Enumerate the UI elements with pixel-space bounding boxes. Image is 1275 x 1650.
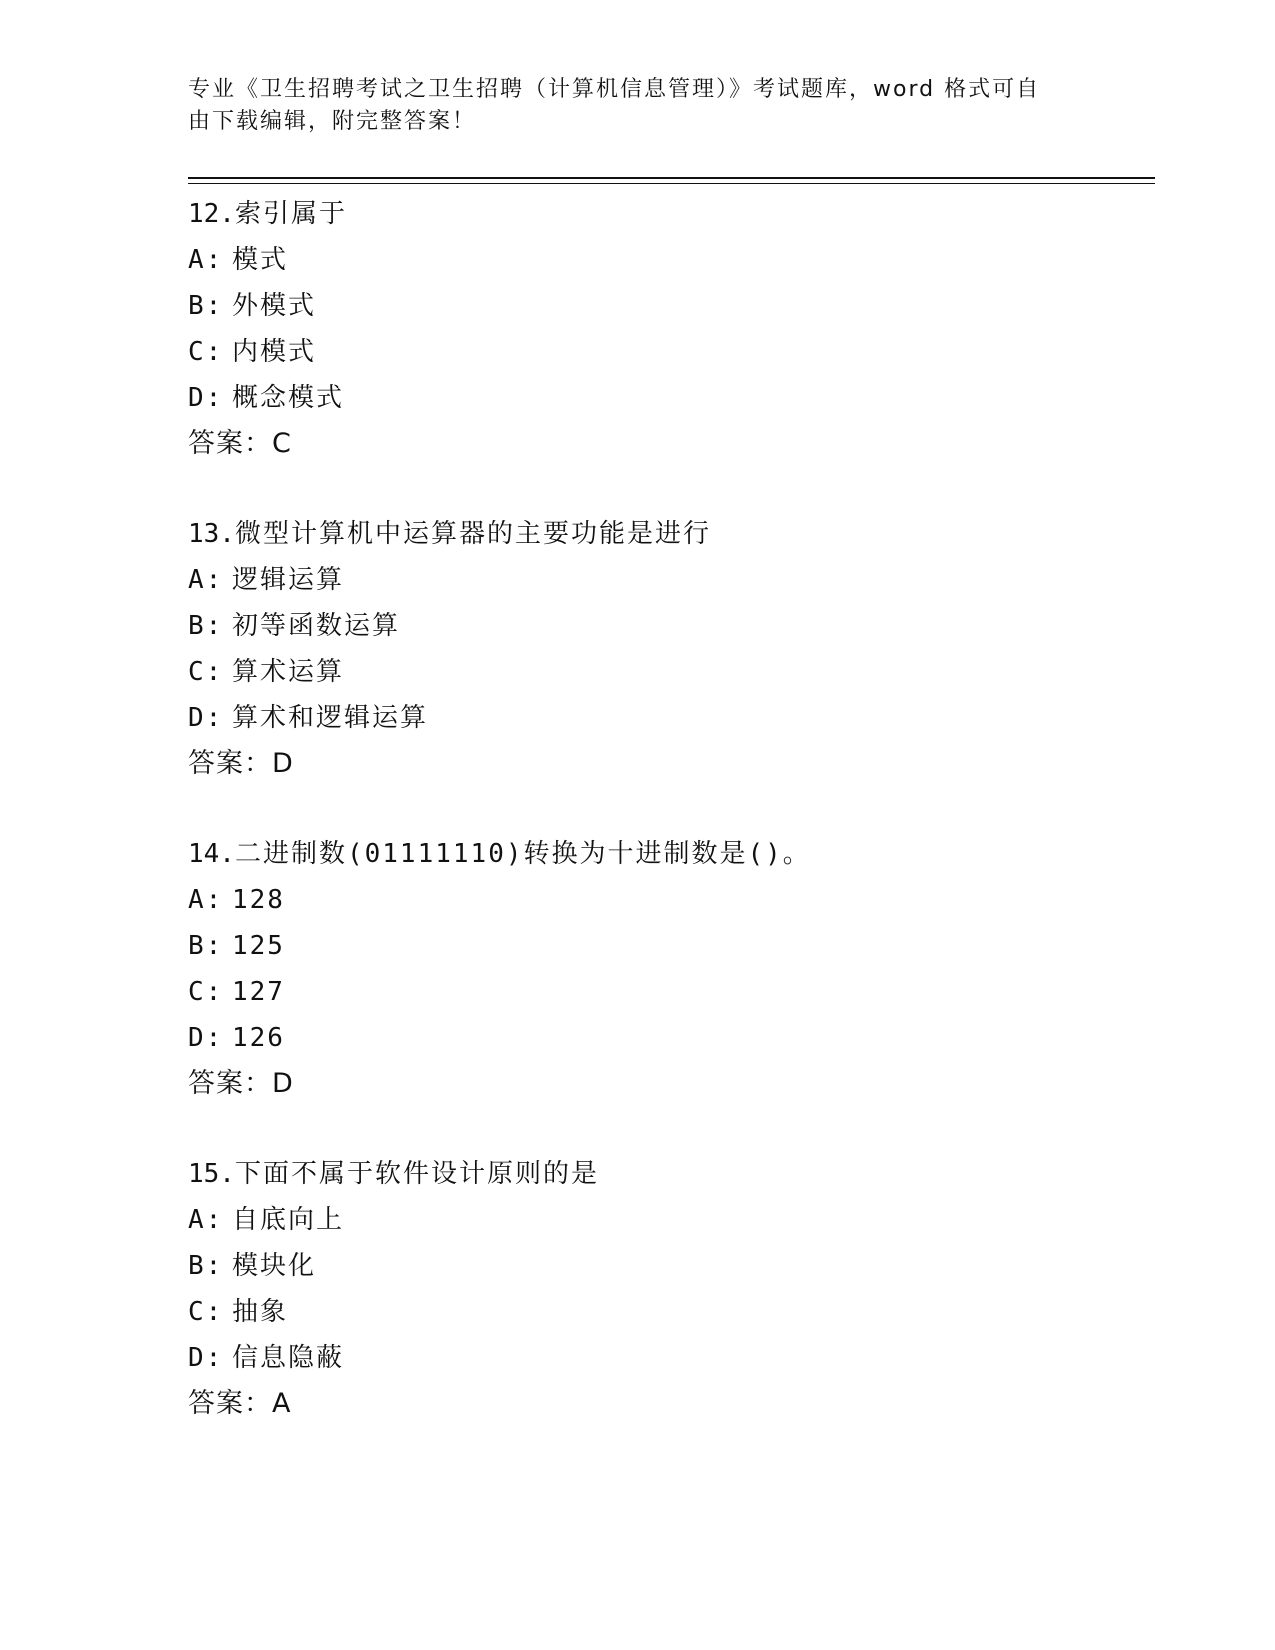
question-stem bbox=[188, 191, 1148, 237]
option-text: 初等函数运算 bbox=[232, 611, 401, 641]
option-a bbox=[188, 877, 1148, 923]
option-text: 概念模式 bbox=[232, 383, 345, 413]
option-text: 算术和逻辑运算 bbox=[232, 703, 429, 733]
answer-label: 答案： bbox=[188, 748, 272, 779]
answer-value: C bbox=[272, 428, 292, 459]
answer-value: D bbox=[272, 748, 294, 779]
option-text: 125 bbox=[232, 931, 285, 961]
header-divider-thick bbox=[188, 177, 1155, 179]
option-text: 模式 bbox=[232, 245, 289, 275]
document-header bbox=[188, 74, 1068, 138]
header-line-1: 专业《卫生招聘考试之卫生招聘（计算机信息管理）》考试题库，word 格式可自 bbox=[188, 77, 1041, 102]
option-text: 外模式 bbox=[232, 291, 317, 321]
option-text: 127 bbox=[232, 977, 285, 1007]
question-text: 微型计算机中运算器的主要功能是进行 bbox=[234, 519, 711, 549]
option-label: A: bbox=[188, 885, 224, 915]
option-b bbox=[188, 283, 1148, 329]
option-text: 算术运算 bbox=[232, 657, 345, 687]
question-number: 14. bbox=[188, 839, 235, 869]
question-stem bbox=[188, 511, 1148, 557]
question-stem bbox=[188, 1151, 1148, 1197]
option-text: 128 bbox=[232, 885, 285, 915]
option-label: D: bbox=[188, 383, 224, 413]
answer-line bbox=[188, 421, 1148, 467]
question-number: 15. bbox=[188, 1159, 235, 1189]
option-d bbox=[188, 1015, 1148, 1061]
option-text: 模块化 bbox=[232, 1251, 317, 1281]
option-c bbox=[188, 969, 1148, 1015]
question-text: 二进制数(01111110)转换为十进制数是()。 bbox=[234, 839, 811, 869]
question-block bbox=[188, 511, 1148, 787]
option-label: D: bbox=[188, 703, 224, 733]
option-label: B: bbox=[188, 611, 224, 641]
option-label: B: bbox=[188, 1251, 224, 1281]
option-label: C: bbox=[188, 657, 224, 687]
option-b bbox=[188, 1243, 1148, 1289]
option-text: 信息隐蔽 bbox=[232, 1343, 345, 1373]
option-a bbox=[188, 237, 1148, 283]
question-number: 12. bbox=[188, 199, 235, 229]
question-block bbox=[188, 191, 1148, 467]
option-label: C: bbox=[188, 1297, 224, 1327]
option-label: C: bbox=[188, 977, 224, 1007]
option-d bbox=[188, 375, 1148, 421]
option-a bbox=[188, 557, 1148, 603]
option-label: A: bbox=[188, 245, 224, 275]
option-text: 126 bbox=[232, 1023, 285, 1053]
option-text: 抽象 bbox=[232, 1297, 289, 1327]
answer-label: 答案： bbox=[188, 1068, 272, 1099]
question-block bbox=[188, 1151, 1148, 1427]
answer-line bbox=[188, 1061, 1148, 1107]
question-stem bbox=[188, 831, 1148, 877]
question-text: 索引属于 bbox=[234, 199, 347, 229]
answer-line bbox=[188, 741, 1148, 787]
answer-line bbox=[188, 1381, 1148, 1427]
question-number: 13. bbox=[188, 519, 235, 549]
option-label: B: bbox=[188, 931, 224, 961]
option-text: 自底向上 bbox=[232, 1205, 345, 1235]
option-c bbox=[188, 649, 1148, 695]
option-b bbox=[188, 603, 1148, 649]
option-label: D: bbox=[188, 1023, 224, 1053]
option-label: C: bbox=[188, 337, 224, 367]
option-d bbox=[188, 1335, 1148, 1381]
option-c bbox=[188, 329, 1148, 375]
option-c bbox=[188, 1289, 1148, 1335]
option-text: 内模式 bbox=[232, 337, 317, 367]
option-label: B: bbox=[188, 291, 224, 321]
answer-value: A bbox=[272, 1388, 292, 1419]
question-block bbox=[188, 831, 1148, 1107]
question-text: 下面不属于软件设计原则的是 bbox=[234, 1159, 599, 1189]
header-divider-thin bbox=[188, 183, 1155, 184]
option-a bbox=[188, 1197, 1148, 1243]
answer-value: D bbox=[272, 1068, 294, 1099]
option-text: 逻辑运算 bbox=[232, 565, 345, 595]
option-b bbox=[188, 923, 1148, 969]
option-label: A: bbox=[188, 1205, 224, 1235]
option-label: D: bbox=[188, 1343, 224, 1373]
option-label: A: bbox=[188, 565, 224, 595]
header-line-2: 由下载编辑，附完整答案！ bbox=[188, 109, 477, 134]
answer-label: 答案： bbox=[188, 428, 272, 459]
answer-label: 答案： bbox=[188, 1388, 272, 1419]
option-d bbox=[188, 695, 1148, 741]
